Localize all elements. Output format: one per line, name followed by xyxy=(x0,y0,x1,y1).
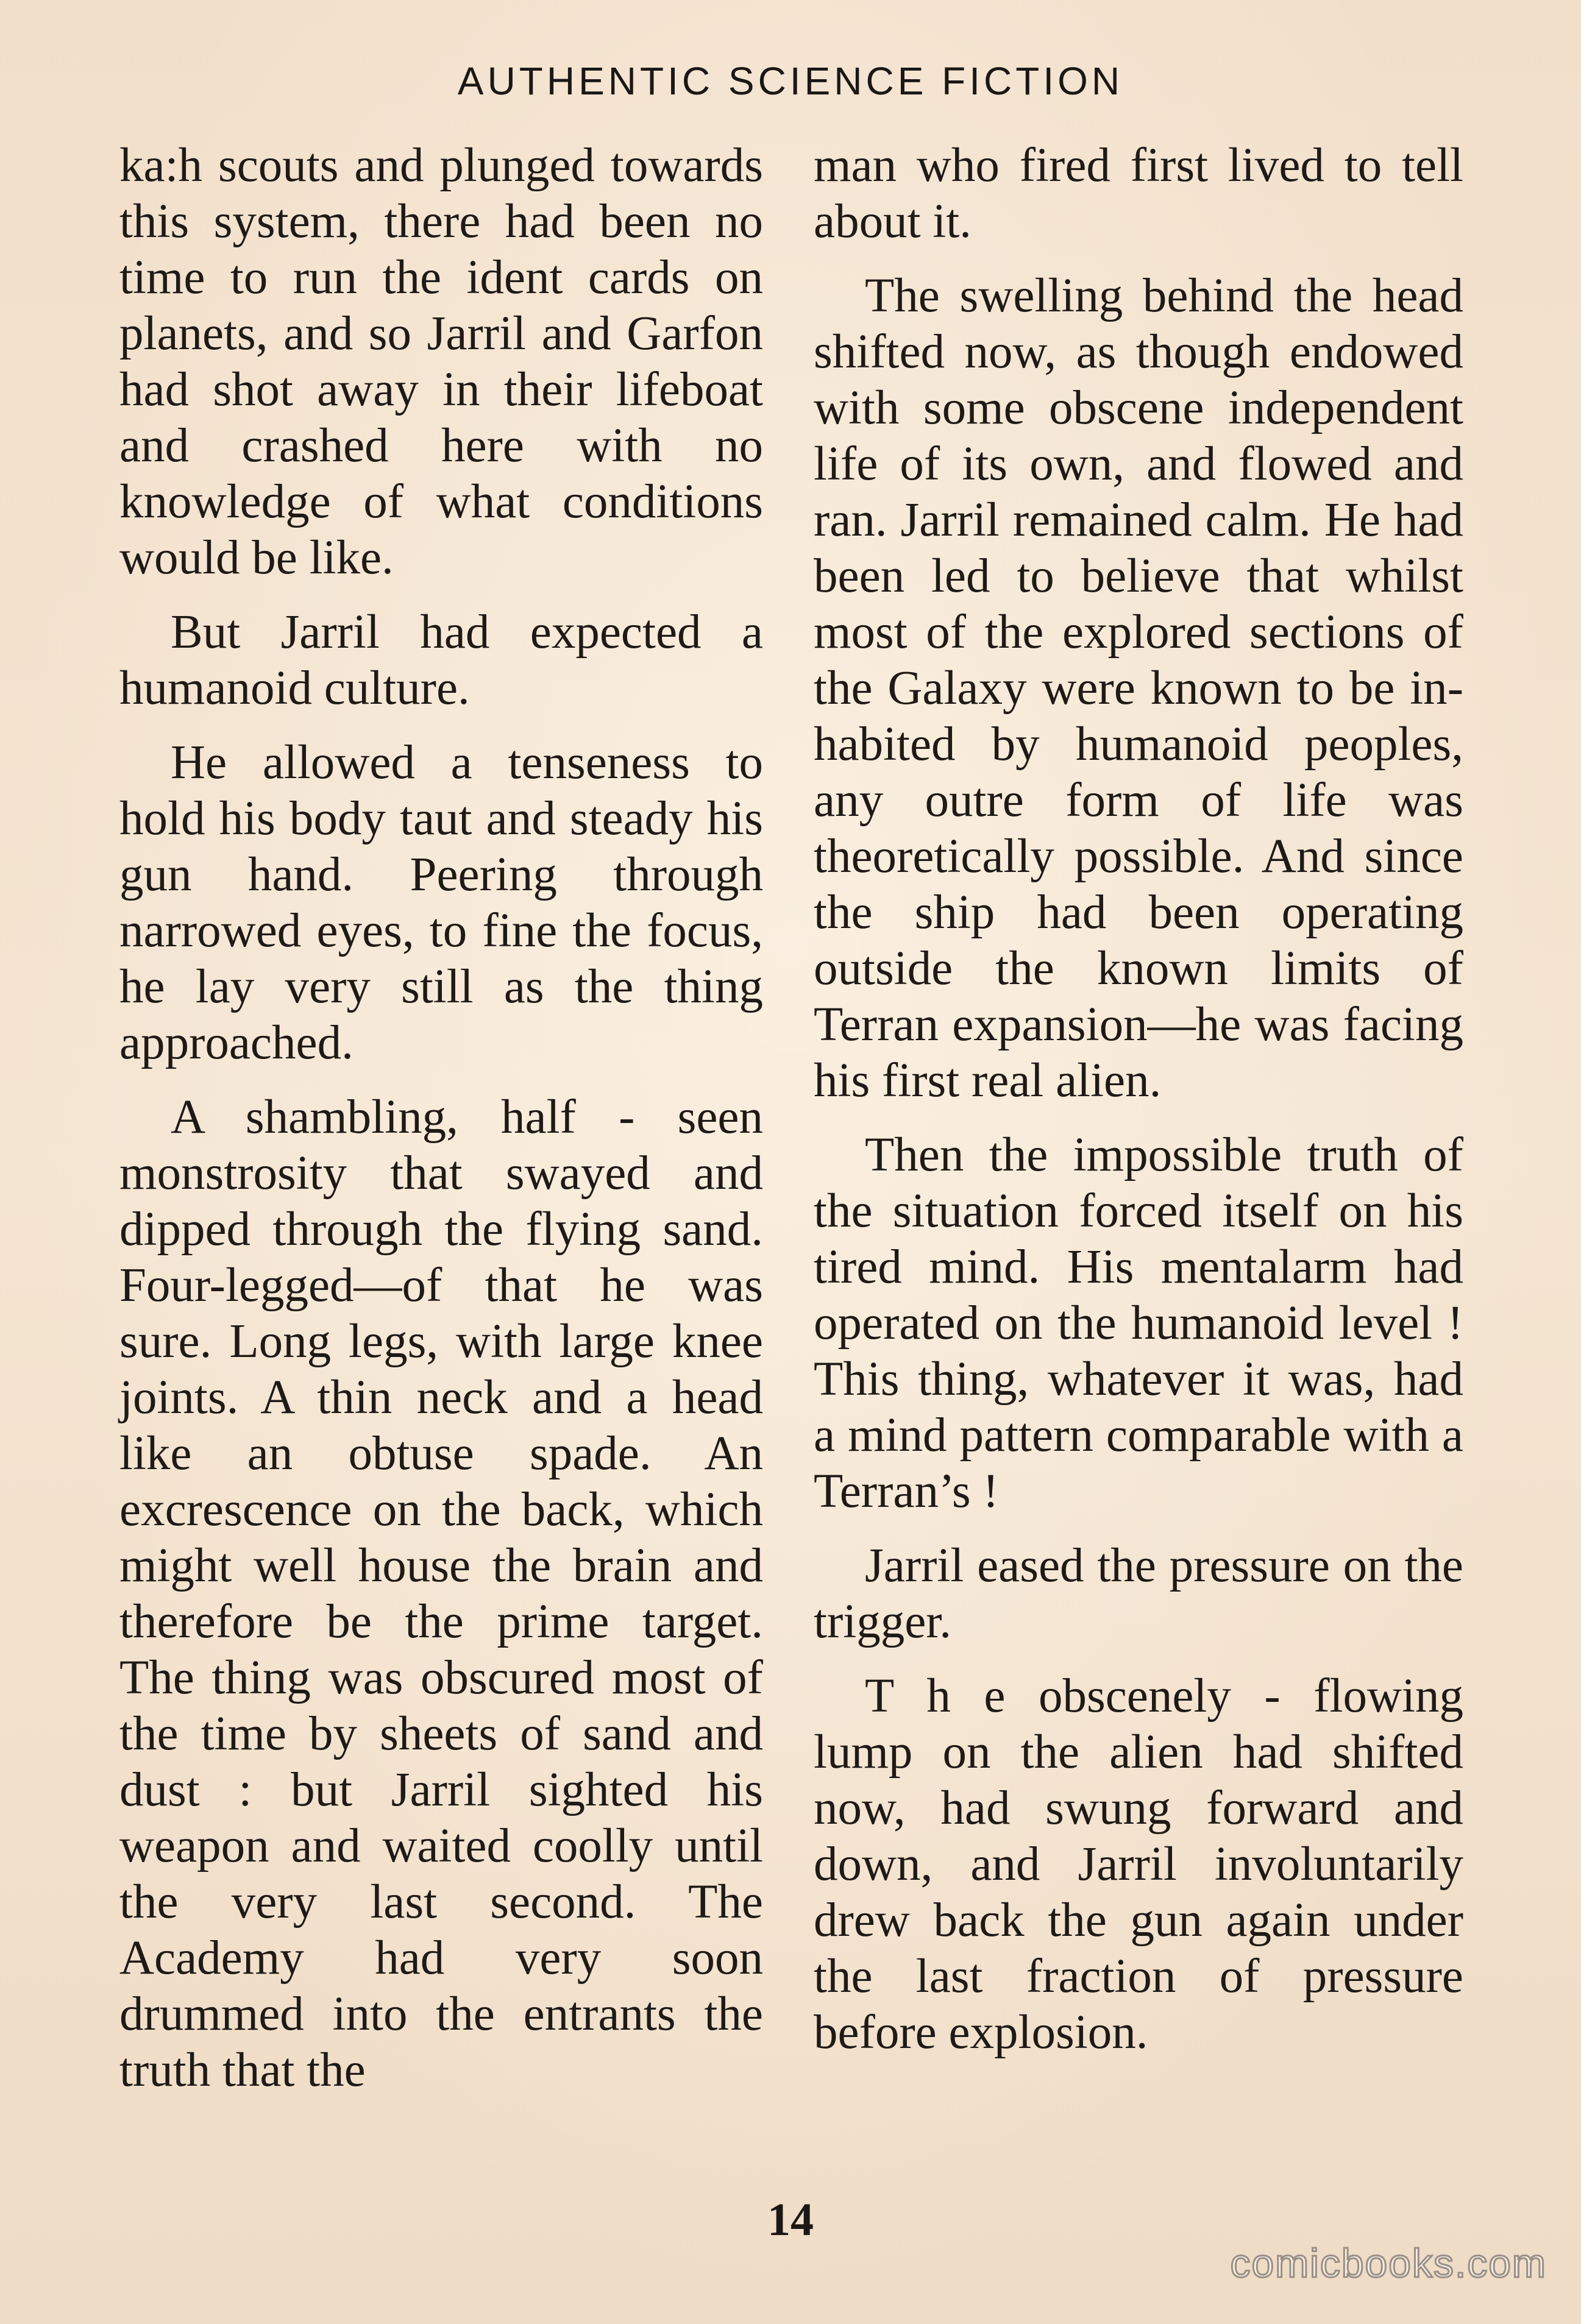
paragraph: He allowed a tenseness to hold his body taut and steady his gun hand. Peering through narrowed eyes, to fine the focus, he lay very still as the thing approached. xyxy=(119,736,763,1069)
running-head: AUTHENTIC SCIENCE FICTION xyxy=(457,59,1124,103)
page-number: 14 xyxy=(767,2194,814,2245)
text-column-left xyxy=(119,138,763,2117)
paragraph: The swelling behind the head shifted now, as though endowed with some obscene independent life of its own, and flowed and ran. Jarril remained calm. He had been led to believe that whilst most of the explored sections of the Galaxy were known to be inhabited by humanoid peoples, any outre form of life was theoretically possible. And since the ship had been operating outside the known limits of Terran expansion—he was facing his first real alien. xyxy=(814,269,1463,1107)
paragraph: Then the impossible truth of the situation forced itself on his tired mind. His mentalarm had operated on the humanoid level ! This thing, whatever it was, had a mind pattern comparable with a Terran’s ! xyxy=(814,1128,1463,1518)
paragraph: Jarril eased the pressure on the trigger. xyxy=(814,1539,1463,1648)
watermark: comicbooks.com xyxy=(1230,2241,1547,2286)
paragraph: ka:h scouts and plunged towards this system, there had been no time to run the ident cards on planets, and so Jarril and Garfon had shot away in their lifeboat and crashed here with no knowledge of what conditions would be like. xyxy=(119,139,763,584)
text-column-right xyxy=(814,138,1463,2079)
paragraph: T h e obscenely - flowing lump on the alien had shifted now, had swung forward and down, and Jarril involuntarily drew back the gun again under the last fraction of pressure before explosion. xyxy=(814,1670,1463,2059)
paragraph: A shambling, half - seen monstrosity that swayed and dipped through the flying sand. Four-legged—of that he was sure. Long legs, with large knee joints. A thin neck and a head like an obtuse spade. An excrescence on the back, which might well house the brain and therefore be the prime target. The thing was obscured most of the time by sheets of sand and dust : but Jarril sighted his weapon and waited coolly until the very last second. The Academy had very soon drummed into the entrants the truth that the xyxy=(119,1091,763,2097)
paragraph: man who fired first lived to tell about it. xyxy=(814,139,1463,248)
paragraph: But Jarril had expected a humanoid culture. xyxy=(119,606,763,715)
